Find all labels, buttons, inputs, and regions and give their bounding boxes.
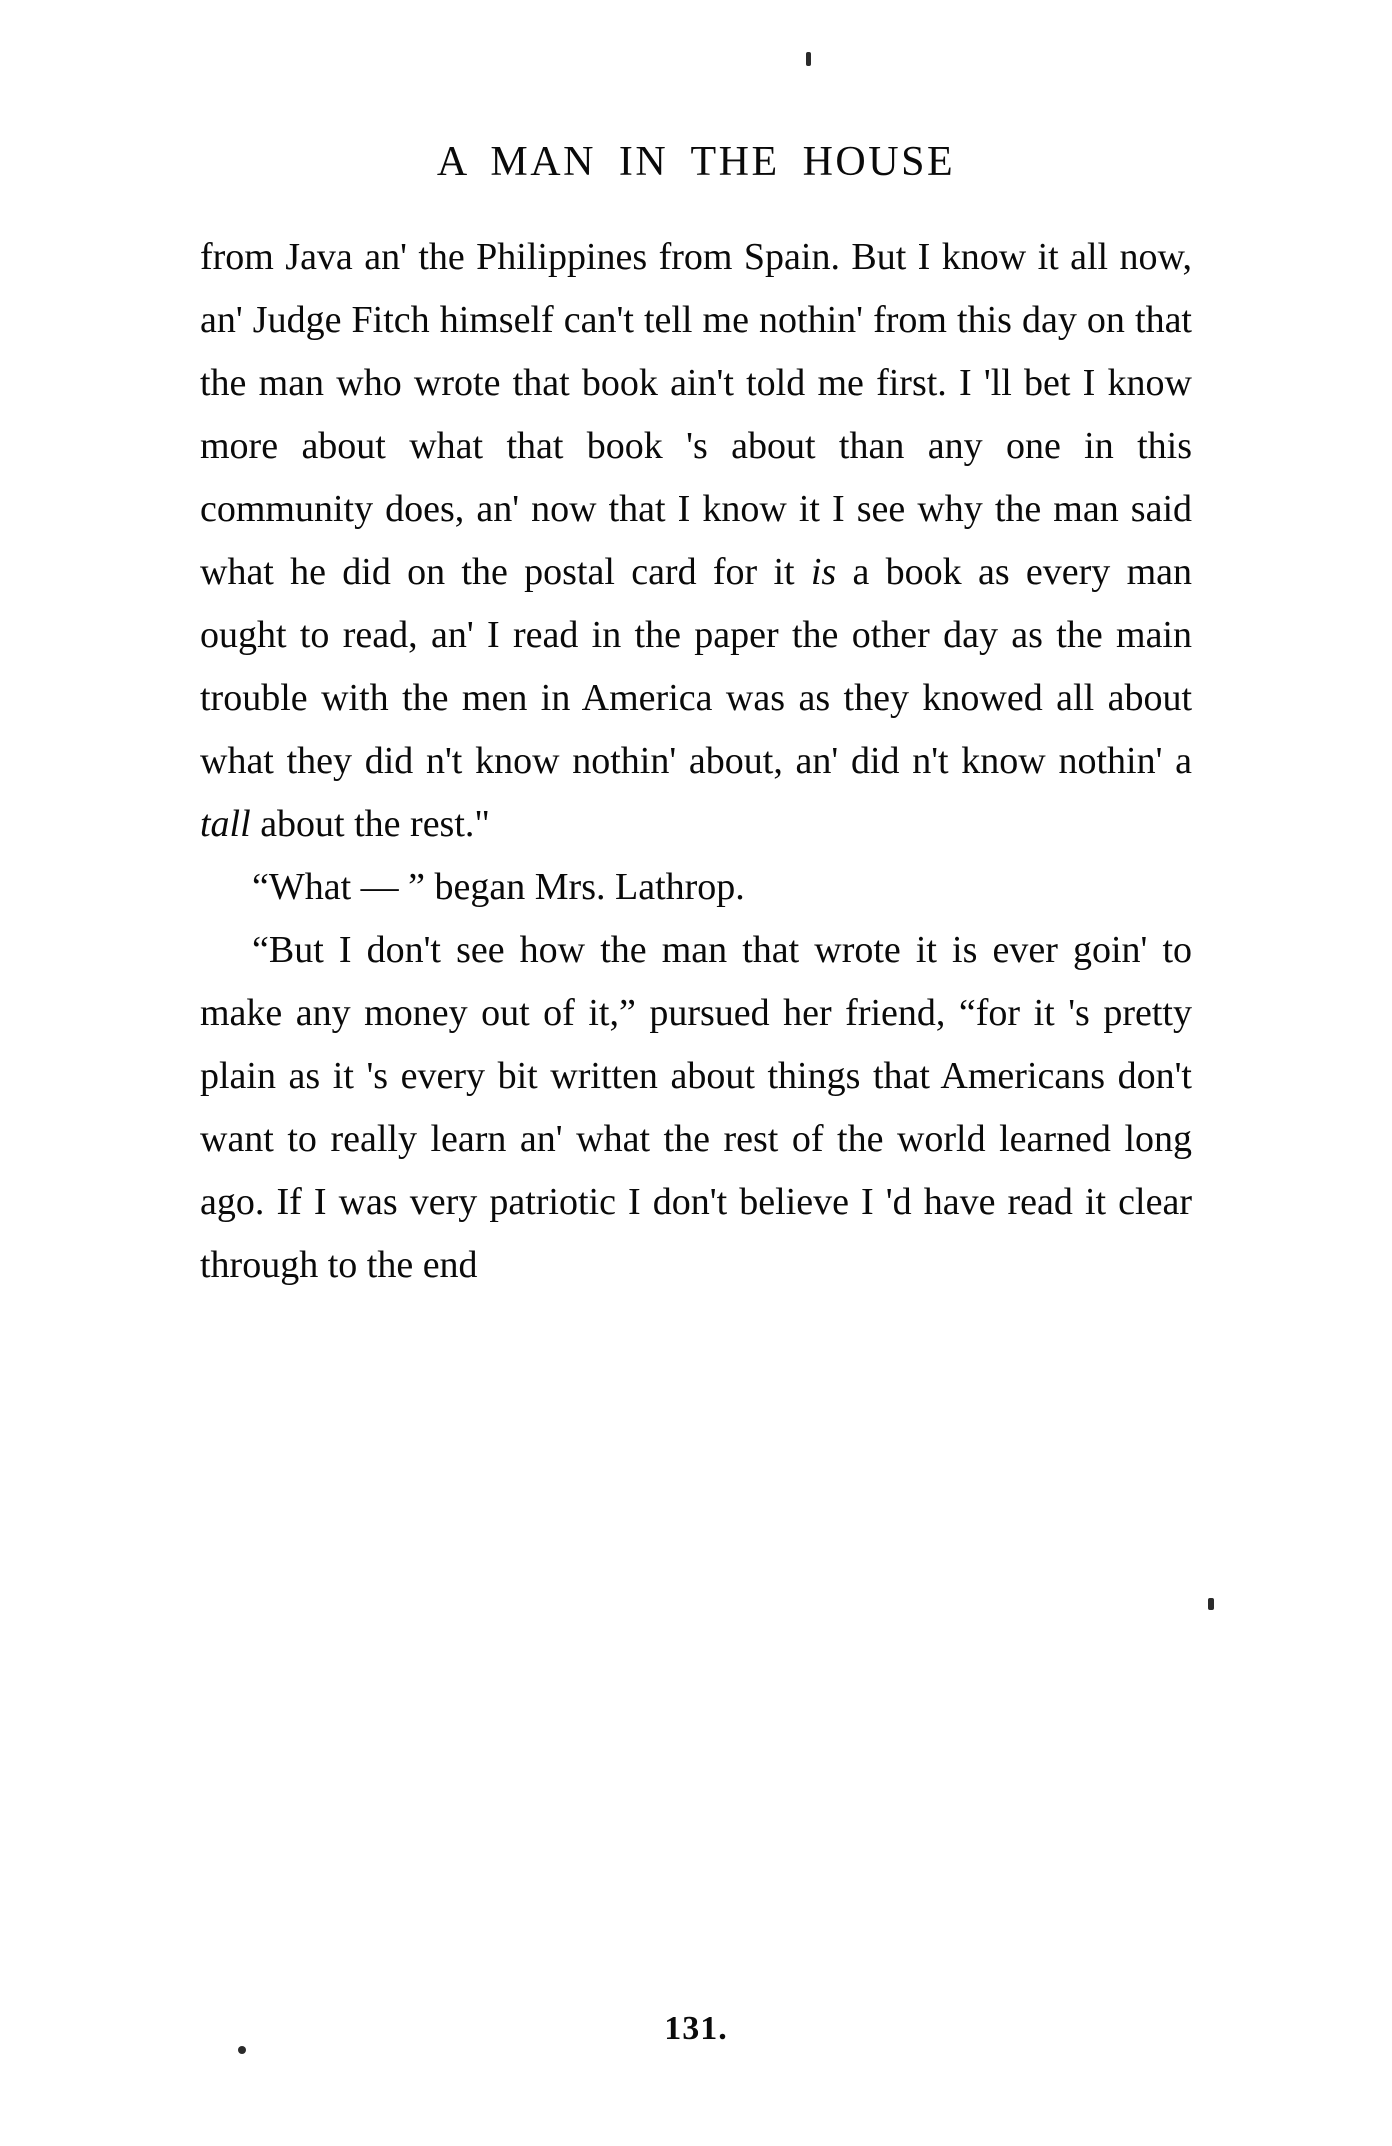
body-text: from Java an' the Philippines from Spain. But I know it all now, an' Judge Fitch himself can't tell me nothin' from this day on that the man who wrote that book ain't told me first. I 'll bet I know more about what that book 's about than any one in this community does, an' now that I know it I see why the man said what he did on the postal card for it — [200, 236, 1192, 593]
text-block — [200, 138, 1192, 2047]
scan-artifact-speck-right — [1208, 1598, 1214, 1610]
paragraph-1 — [200, 226, 1192, 856]
emphasis-text: tall — [200, 803, 251, 845]
paragraph-2 — [200, 856, 1192, 919]
emphasis-text: is — [810, 551, 837, 593]
scan-artifact-speck-top — [806, 52, 811, 66]
body-text: about the rest." — [250, 803, 490, 845]
body-text: “What — ” began Mrs. Lathrop. — [252, 866, 745, 908]
running-head: A MAN IN THE HOUSE — [436, 139, 956, 185]
body-text: a book as every man ought to read, an' I read in the paper the other day as the main trouble with the men in America was as they knowed all about what they did n't know nothin' about, an' did n't know nothin' a — [200, 551, 1192, 782]
body-text: “But I don't see how the man that wrote it is ever goin' to make any money out of it,” pursued her friend, “for it 's pretty plain as it 's every bit written about things that Americans don't want to really learn an' what the rest of the world learned long ago. If I was very patriotic I don't believe I 'd have read it clear through to the end — [200, 929, 1192, 1286]
paragraph-3 — [200, 919, 1192, 1297]
page-number: 131. — [664, 2010, 728, 2047]
